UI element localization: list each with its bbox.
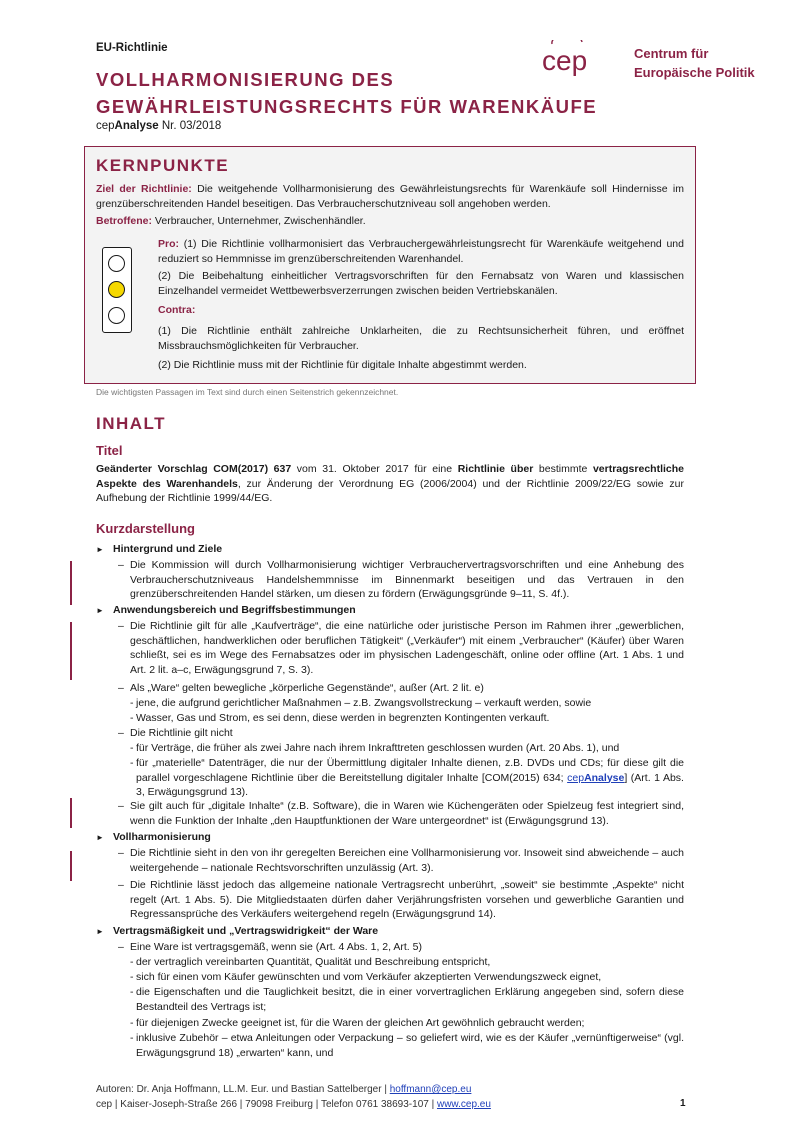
margin-bar — [70, 561, 72, 605]
title-heading: Titel — [96, 443, 123, 458]
contra-label: Contra: — [158, 304, 196, 316]
dash-icon: – — [118, 620, 124, 632]
section-heading: Anwendungsbereich und Begriffsbestimmungen — [113, 604, 356, 616]
list-item: Die Richtlinie lässt jedoch das allgemeine nationale Vertragsrecht unberührt, „soweit“ sie bestimmte „Aspekte“ nicht regelt (Art. 1 Abs. 5). Die Mitgliedstaaten dürfen daher Verjährungsfristen vorsehen und gewerbliche Garantien und Regressansprüche des Verkäufers weitergehend regeln (Erwägungsgrund 14). — [130, 879, 684, 920]
light-top — [108, 255, 125, 272]
website-link[interactable]: www.cep.eu — [436, 1099, 491, 1110]
dash-icon: – — [118, 559, 124, 571]
summary-heading: Kurzdarstellung — [96, 521, 195, 536]
content-heading: INHALT — [96, 414, 167, 433]
list-item: Die Richtlinie sieht in den von ihr geregelten Bereichen eine Vollharmonisierung vor. Insoweit sind abweichende – auch weitergehende – nationale Rechtsvorschriften unzulässig (Art. 3). — [130, 847, 684, 874]
document-type: EU-Richtlinie — [96, 42, 168, 54]
dash-icon: - — [130, 742, 134, 754]
section-heading: Hintergrund und Ziele — [113, 543, 223, 555]
dash-icon: - — [130, 1017, 134, 1029]
footer-address: cep | Kaiser-Joseph-Straße 266 | 79098 Freiburg | Telefon 0761 38693-107 | www.cep.eu — [96, 1099, 491, 1110]
list-item: jene, die aufgrund gerichtlicher Maßnahmen – z.B. Zwangsvollstreckung – verkauft werden, sowie — [136, 697, 592, 709]
key-points-title: KERNPUNKTE — [96, 156, 230, 175]
list-item: der vertraglich vereinbarten Quantität, Qualität und Beschreibung entspricht, — [136, 956, 491, 968]
dash-icon: - — [130, 697, 134, 709]
footer-authors: Autoren: Dr. Anja Hoffmann, LL.M. Eur. und Bastian Sattelberger | hoffmann@cep.eu — [96, 1084, 472, 1095]
list-item: Die Kommission will durch Vollharmonisierung wichtiger Verbrauchervertragsvorschriften und eine Anhebung des Verbraucherschutzniveaus Handelshemmnisse im Binnenmarkt beseitigen und das Vertrauen in den grenzüberschreitenden Handel stärken, um diesen zu fördern (Erwägungsgründe 9–11, S. 4f.). — [130, 559, 684, 600]
dash-icon: – — [118, 847, 124, 859]
dash-icon: – — [118, 682, 124, 694]
organization-name: Centrum für Europäische Politik — [634, 46, 755, 80]
dash-icon: - — [130, 712, 134, 724]
page-number: 1 — [680, 1098, 686, 1109]
cep-analyse-link[interactable]: cepAnalyse — [567, 771, 625, 784]
contra-1: (1) Die Richtlinie enthält zahlreiche Unklarheiten, die zu Rechtsunsicherheit führen, und eröffnet Missbrauchsmöglichkeiten für Verbraucher. — [158, 325, 684, 352]
dash-icon: – — [118, 800, 124, 812]
pro-2: (2) Die Beibehaltung einheitlicher Vertragsvorschriften für den Fernabsatz von Waren und klassischen Einzelhandel vermeidet Wettbewerbsverzerrungen zwischen beiden Vertriebskanälen. — [158, 270, 684, 297]
dash-icon: - — [130, 956, 134, 968]
list-item: für „materielle“ Datenträger, die nur der Übermittlung digitaler Inhalte dienen, z.B. DVDs und CDs; für diese gilt die parallel vorgeschlagene Richtlinie über die Bereitstellung digitaler Inhalte [COM(2015) 634; cepAnalyse] (Art. 1 Abs. 3, Erwägungsgrund 13). — [136, 757, 684, 798]
traffic-light-icon — [102, 247, 132, 333]
bullet-arrow-icon: ► — [96, 545, 104, 554]
list-item: die Eigenschaften und die Tauglichkeit besitzt, die in einer vorvertraglichen Erklärung angegeben sind, sofern diese Bestandteil des Vertrags ist; — [136, 986, 684, 1013]
margin-bar — [70, 798, 72, 828]
pro-1: Pro: (1) Die Richtlinie vollharmonisiert das Verbrauchergewährleistungsrecht für Warenkäufe weitgehend und reduziert so Hemmnisse im grenzüberschreitenden Warenhandel. — [158, 238, 684, 265]
dash-icon: - — [130, 986, 134, 998]
margin-bar — [70, 851, 72, 881]
dash-icon: - — [130, 1032, 134, 1044]
list-item: sich für einen vom Käufer gewünschten und vom Verkäufer akzeptierten Verwendungszweck eignet, — [136, 971, 602, 983]
dash-icon: – — [118, 727, 124, 739]
dash-icon: – — [118, 941, 124, 953]
bullet-arrow-icon: ► — [96, 833, 104, 842]
margin-bar — [70, 622, 72, 680]
footnote: Die wichtigsten Passagen im Text sind durch einen Seitenstrich gekennzeichnet. — [96, 387, 399, 397]
cep-logo — [538, 40, 618, 82]
dash-icon: – — [118, 879, 124, 891]
section-heading: Vertragsmäßigkeit und „Vertragswidrigkeit“ der Ware — [113, 925, 379, 937]
title-paragraph: Geänderter Vorschlag COM(2017) 637 vom 31. Oktober 2017 für eine Richtlinie über bestimmte vertragsrechtliche Aspekte des Warenhandels, zur Änderung der Verordnung EG (2006/2004) und der Richtlinie 2009/22/EG sowie zur Aufhebung der Richtlinie 1999/44/EG. — [96, 463, 684, 504]
list-item: Die Richtlinie gilt nicht — [130, 727, 233, 739]
dash-icon: - — [130, 971, 134, 983]
affected-paragraph: Betroffene: Verbraucher, Unternehmer, Zwischenhändler. — [96, 215, 366, 227]
list-item: für Verträge, die früher als zwei Jahre nach ihrem Inkrafttreten geschlossen wurden (Art. 20 Abs. 1), und — [136, 742, 620, 754]
list-item: Sie gilt auch für „digitale Inhalte“ (z.B. Software), die in Waren wie Küchengeräten oder Spielzeug fest integriert sind, wenn die Funktion der Inhalte „den Hauptfunktionen der Ware untergeordnet“ ist (Erwägungsgrund 13). — [130, 800, 684, 827]
list-item: Eine Ware ist vertragsgemäß, wenn sie (Art. 4 Abs. 1, 2, Art. 5) — [130, 941, 422, 953]
section-heading: Vollharmonisierung — [113, 831, 211, 843]
list-item: Wasser, Gas und Strom, es sei denn, diese werden in begrenzten Kontingenten verkauft. — [136, 712, 550, 724]
light-bottom — [108, 307, 125, 324]
list-item: Als „Ware“ gelten bewegliche „körperliche Gegenstände“, außer (Art. 2 lit. e) — [130, 682, 484, 694]
list-item: für diejenigen Zwecke geeignet ist, für die Waren der gleichen Art gewöhnlich gebraucht werden; — [136, 1017, 585, 1029]
bullet-arrow-icon: ► — [96, 927, 104, 936]
goal-paragraph: Ziel der Richtlinie: Die weitgehende Vollharmonisierung des Gewährleistungsrechts für Warenkäufe soll Hindernisse im grenzüberschreitenden Handel beseitigen. Das Verbraucherschutzniveau soll angehoben werden. — [96, 183, 685, 210]
footer — [96, 1082, 491, 1112]
light-middle-yellow — [108, 281, 125, 298]
list-item: Die Richtlinie gilt für alle „Kaufverträge“, die eine natürliche oder juristische Person im Rahmen ihrer „gewerblichen, geschäftlichen, handwerklichen oder beruflichen Tätigkeit“ („Verkäufer“) mit einem „Verbraucher“ (Käufer) über Waren schließt, sei es im Wege des Fernabsatzes oder im physischen Ladengeschäft, online oder offline (Art. 1 Abs. 1 und Art. 2 lit. a–c, Erwägungsgrund 7, S. 3). — [130, 620, 684, 676]
logo-text: cep — [542, 45, 588, 76]
list-item: inklusive Zubehör – etwa Anleitungen oder Verpackung – so geliefert wird, wie es der Käufer „vernünftigerweise“ (vgl. Erwägungsgrund 18) „erwarten“ kann, und — [136, 1032, 684, 1059]
bullet-arrow-icon: ► — [96, 606, 104, 615]
page-title: VOLLHARMONISIERUNG DES GEWÄHRLEISTUNGSRECHTS FÜR WARENKÄUFE — [96, 69, 598, 117]
contra-2: (2) Die Richtlinie muss mit der Richtlinie für digitale Inhalte abgestimmt werden. — [158, 359, 527, 371]
series-number: cepAnalyse Nr. 03/2018 — [96, 120, 222, 132]
email-link[interactable]: hoffmann@cep.eu — [389, 1084, 472, 1095]
dash-icon: - — [130, 757, 134, 769]
